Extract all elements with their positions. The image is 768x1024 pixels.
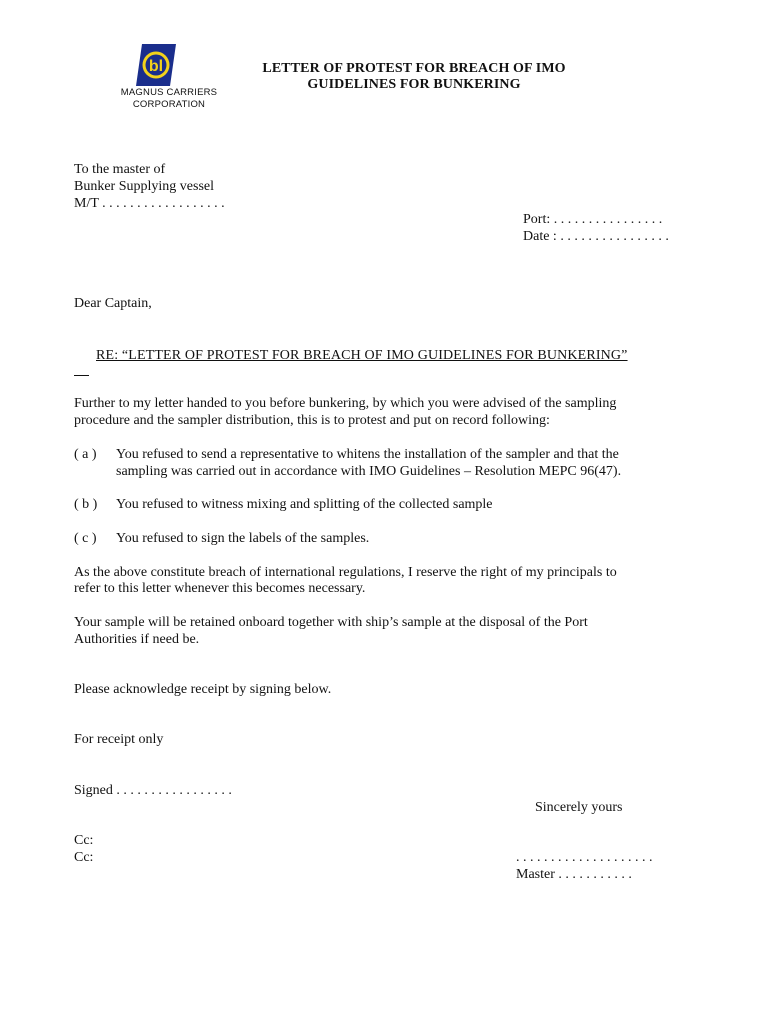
item-b-label: ( b ) [74, 497, 98, 512]
item-c-label: ( c ) [74, 531, 97, 546]
retained-line1: Your sample will be retained onboard together with ship’s sample at the disposal of the Port [74, 615, 588, 630]
svg-text:bl: bl [148, 58, 164, 75]
item-a-label: ( a ) [74, 447, 97, 462]
acknowledge-text: Please acknowledge receipt by signing below. [74, 682, 332, 697]
addressee-line2: Bunker Supplying vessel [74, 179, 214, 194]
addressee-vessel-line: M/T . . . . . . . . . . . . . . . . . . [74, 196, 225, 211]
bl-monogram-logo [136, 44, 176, 86]
subject-dash [74, 375, 89, 376]
subject-line: RE: “LETTER OF PROTEST FOR BREACH OF IMO GUIDELINES FOR BUNKERING” [96, 348, 628, 363]
addressee-line1: To the master of [74, 162, 166, 177]
receipt-text: For receipt only [74, 732, 164, 747]
letter-title [230, 61, 598, 93]
salutation: Dear Captain, [74, 296, 152, 311]
signature-dots: . . . . . . . . . . . . . . . . . . . . [516, 850, 653, 865]
item-c-line1: You refused to sign the labels of the samples. [116, 531, 370, 546]
letter-title-line2: GUIDELINES FOR BUNKERING [307, 77, 521, 92]
port-field: Port: . . . . . . . . . . . . . . . . [523, 212, 663, 227]
breach-line1: As the above constitute breach of international regulations, I reserve the right of my principals to [74, 565, 617, 580]
logo-graphic [136, 44, 176, 86]
breach-line2: refer to this letter whenever this becomes necessary. [74, 581, 366, 596]
signed-line: Signed . . . . . . . . . . . . . . . . . [74, 783, 232, 798]
retained-line2: Authorities if need be. [74, 632, 200, 647]
company-name-line1: MAGNUS CARRIERS [120, 87, 218, 98]
master-signature-line: Master . . . . . . . . . . . [516, 867, 632, 882]
intro-line1: Further to my letter handed to you before bunkering, by which you were advised of the sampling [74, 396, 617, 411]
intro-line2: procedure and the sampler distribution, this is to protest and put on record following: [74, 413, 550, 428]
cc-line2: Cc: [74, 850, 94, 865]
company-name-line2: CORPORATION [132, 99, 206, 110]
item-a-line2: sampling was carried out in accordance with IMO Guidelines – Resolution MEPC 96(47). [116, 464, 622, 479]
item-b-line1: You refused to witness mixing and splitting of the collected sample [116, 497, 493, 512]
closing-text: Sincerely yours [535, 800, 623, 815]
date-field: Date : . . . . . . . . . . . . . . . . [523, 229, 669, 244]
item-a-line1: You refused to send a representative to whitens the installation of the sampler and that the [116, 447, 619, 462]
letter-title-line1: LETTER OF PROTEST FOR BREACH OF IMO [262, 61, 566, 76]
company-name [110, 87, 228, 111]
cc-line1: Cc: [74, 833, 94, 848]
